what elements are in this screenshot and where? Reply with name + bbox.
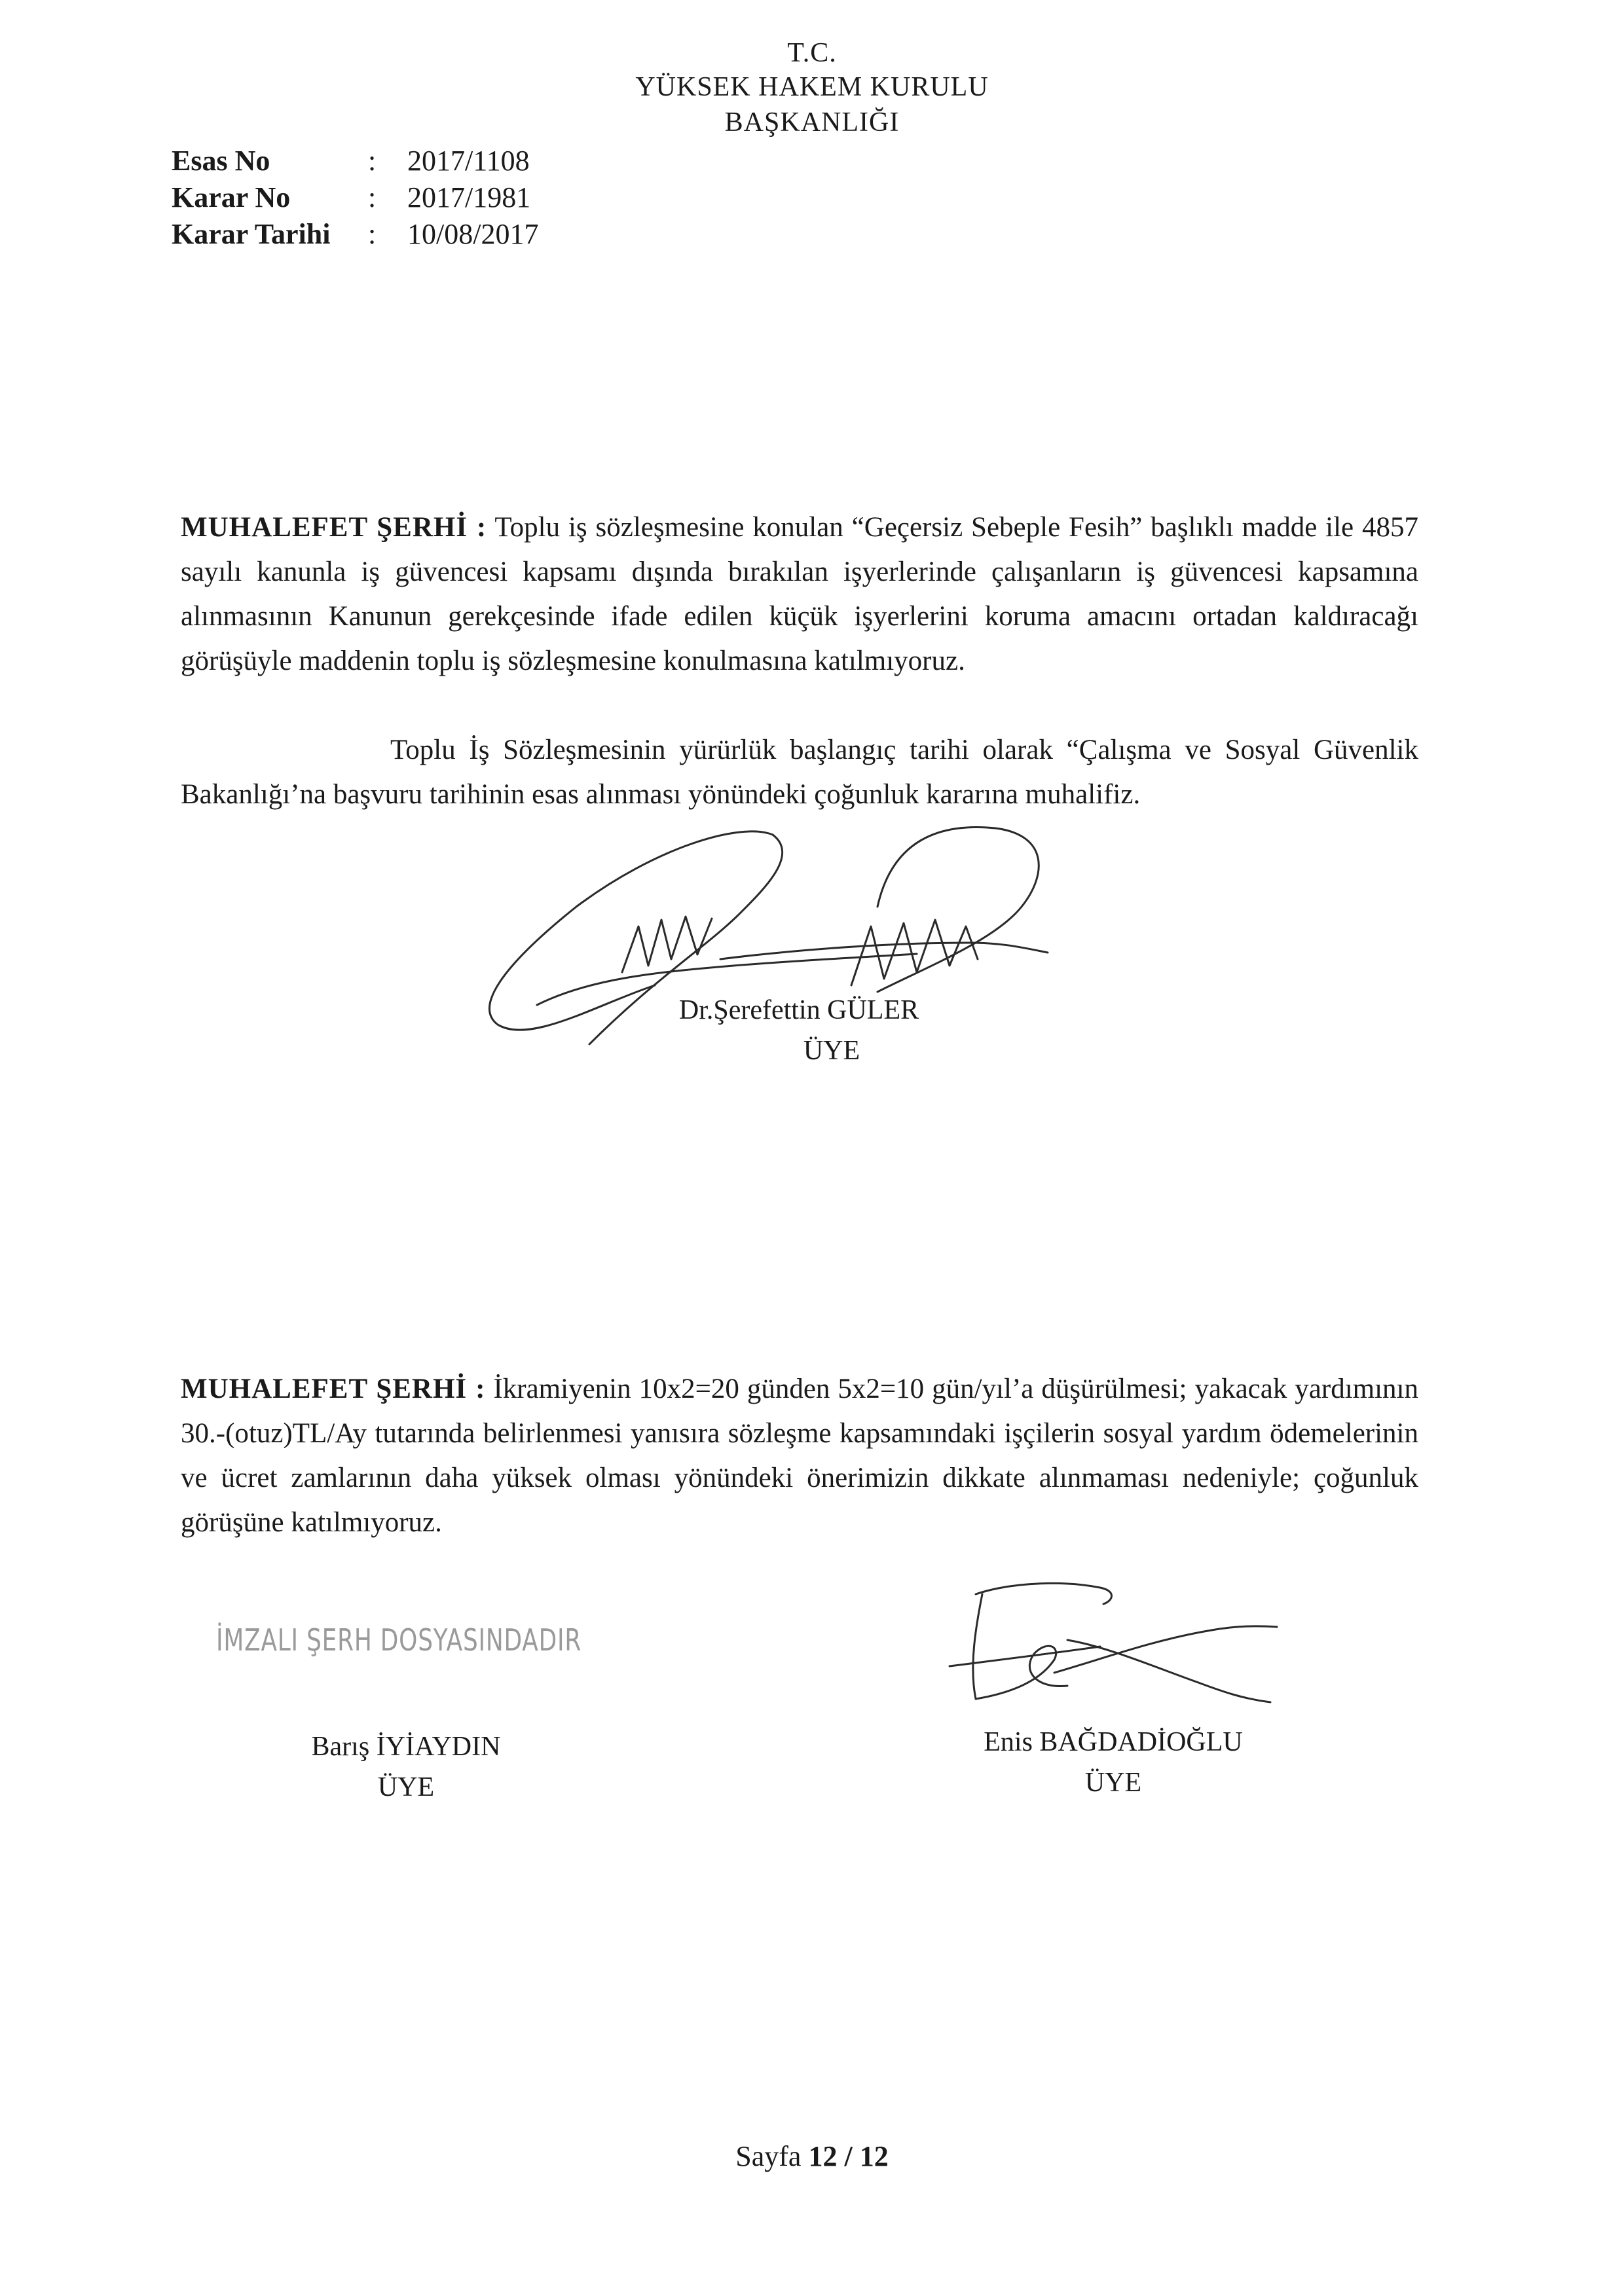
karar-tarihi-separator: : — [368, 218, 377, 250]
header-presidency: BAŞKANLIĞI — [724, 107, 900, 137]
dissent-2-text: İkramiyenin 10x2=20 günden 5x2=10 gün/yıl’a düşürülmesi; yakacak yardımının 30.-(otuz)TL/Ay tutarında belirlenmesi yanısıra sözleşme kapsamındaki işçilerin sosyal yardım ödemelerinin ve ücret zamlarının daha yüksek olması yönündeki önerimizin dikkate alınmaması nedeniyle; çoğunluk görüşüne katılmıyoruz. — [181, 1374, 1418, 1538]
esas-no-value: 2017/1108 — [407, 145, 530, 177]
header-tc: T.C. — [787, 38, 837, 68]
karar-no-value: 2017/1981 — [407, 181, 531, 213]
karar-no-row — [172, 183, 530, 212]
signatory-1-name: Barış İYİAYDIN — [311, 1732, 501, 1762]
signer-1-name: Dr.Şerefettin GÜLER — [678, 995, 919, 1025]
signatory-2-role: ÜYE — [1084, 1768, 1142, 1798]
karar-tarihi-value: 10/08/2017 — [407, 218, 539, 250]
dissent-1-paragraph-2: Toplu İş Sözleşmesinin yürürlük başlangıç tarihi olarak “Çalışma ve Sosyal Güvenlik Bakanlığı’na başvuru tarihinin esas alınması yönündeki çoğunluk kararına muhalifiz. — [181, 735, 1418, 810]
karar-tarihi-row — [172, 220, 538, 249]
esas-no-separator: : — [368, 145, 377, 177]
signed-dissent-on-file-stamp: İMZALI ŞERH DOSYASINDADIR — [216, 1622, 582, 1658]
page-number: 12 / 12 — [808, 2140, 889, 2172]
dissent-1-text: Toplu iş sözleşmesine konulan “Geçersiz Sebeple Fesih” başlıklı madde ile 4857 sayılı kanunla iş güvencesi kapsamı dışında bırakılan işyerlerinde çalışanların iş güvencesi kapsamına alınmasının Kanunun gerekçesinde ifade edilen küçük işyerlerini koruma amacını ortadan kaldıracağı görüşüyle maddenin toplu iş sözleşmesine konulmasına katılmıyoruz. — [181, 512, 1419, 676]
signature-bagdadioglu-icon — [936, 1568, 1303, 1719]
header-institution: YÜKSEK HAKEM KURULU — [635, 72, 989, 102]
signatory-1-role: ÜYE — [377, 1772, 435, 1802]
karar-no-separator: : — [368, 181, 377, 213]
karar-no-label: Karar No — [172, 181, 291, 213]
signatory-2-name: Enis BAĞDADİOĞLU — [984, 1727, 1243, 1757]
dissent-2-paragraph — [181, 1367, 1418, 1545]
esas-no-row — [172, 147, 530, 175]
esas-no-label: Esas No — [172, 145, 270, 177]
page-footer — [0, 2140, 1624, 2173]
page-footer-prefix: Sayfa — [735, 2140, 802, 2172]
karar-tarihi-label: Karar Tarihi — [172, 218, 331, 250]
signer-1-role: ÜYE — [803, 1036, 860, 1066]
dissent-1-heading: MUHALEFET ŞERHİ : — [181, 512, 487, 543]
dissent-1-paragraph — [181, 505, 1418, 683]
dissent-2-heading: MUHALEFET ŞERHİ : — [181, 1374, 486, 1404]
